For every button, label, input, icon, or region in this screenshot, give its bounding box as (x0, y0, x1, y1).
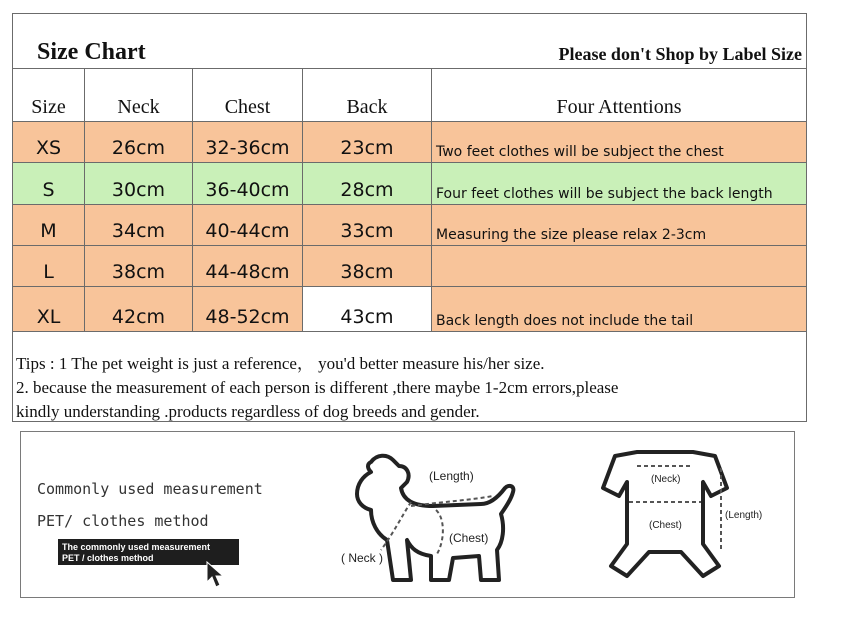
back-cell: 38cm (303, 246, 432, 286)
header-neck: Neck (85, 69, 193, 121)
badge-line: The commonly used measurement (62, 542, 211, 552)
chest-cell: 32-36cm (193, 122, 303, 162)
neck-cell: 42cm (85, 287, 193, 331)
note-cell: Four feet clothes will be subject the back length (436, 186, 773, 202)
neck-cell: 38cm (85, 246, 193, 286)
header-attentions: Four Attentions (556, 96, 682, 118)
size-cell: XL (13, 287, 85, 331)
table-row (13, 122, 806, 163)
note-cell: Two feet clothes will be subject the chest (436, 144, 724, 160)
table-row (13, 163, 806, 205)
measurement-panel (20, 431, 795, 598)
back-cell: 43cm (303, 287, 432, 331)
clothes-length-label: (Length) (725, 510, 763, 521)
back-cell: 23cm (303, 122, 432, 162)
size-cell: M (13, 205, 85, 245)
header-size: Size (13, 69, 85, 121)
measurement-subheading: PET/ clothes method (37, 512, 209, 530)
note-cell: Back length does not include the tail (436, 313, 694, 329)
table-row (13, 287, 806, 332)
size-cell: L (13, 246, 85, 286)
size-cell: XS (13, 122, 85, 162)
tip-line: 2. because the measurement of each person is different ,there maybe 1-2cm errors,please (16, 378, 619, 397)
table-row (13, 205, 806, 246)
clothes-chest-label: (Chest) (649, 520, 682, 531)
chart-title: Size Chart (37, 39, 146, 65)
pet-clothes-outline-icon (593, 448, 773, 583)
dog-chest-label: (Chest) (449, 531, 489, 545)
chest-cell: 44-48cm (193, 246, 303, 286)
label-size-warning: Please don't Shop by Label Size (558, 44, 802, 64)
header-chest: Chest (193, 69, 303, 121)
badge-line: PET / clothes method (62, 553, 154, 563)
chest-cell: 48-52cm (193, 287, 303, 331)
tips-text (16, 352, 801, 424)
table-row (13, 246, 806, 287)
chest-cell: 36-40cm (193, 163, 303, 204)
dog-neck-label: ( Neck ) (341, 551, 383, 565)
size-chart (12, 13, 807, 422)
size-cell: S (13, 163, 85, 204)
clothes-neck-label: (Neck) (651, 474, 681, 485)
note-cell: Measuring the size please relax 2-3cm (436, 227, 707, 243)
neck-cell: 26cm (85, 122, 193, 162)
neck-cell: 30cm (85, 163, 193, 204)
neck-cell: 34cm (85, 205, 193, 245)
header-back: Back (303, 69, 432, 121)
dog-length-label: (Length) (429, 469, 474, 483)
back-cell: 28cm (303, 163, 432, 204)
tip-line: kindly understanding .products regardless of dog breeds and gender. (16, 402, 480, 421)
cursor-arrow-icon (205, 560, 227, 590)
chest-cell: 40-44cm (193, 205, 303, 245)
tip-line: Tips : 1 The pet weight is just a reference， you'd better measure his/her size. (16, 354, 545, 373)
measurement-heading: Commonly used measurement (37, 480, 263, 498)
note-cell (432, 246, 806, 286)
back-cell: 33cm (303, 205, 432, 245)
dog-outline-icon (341, 444, 531, 594)
